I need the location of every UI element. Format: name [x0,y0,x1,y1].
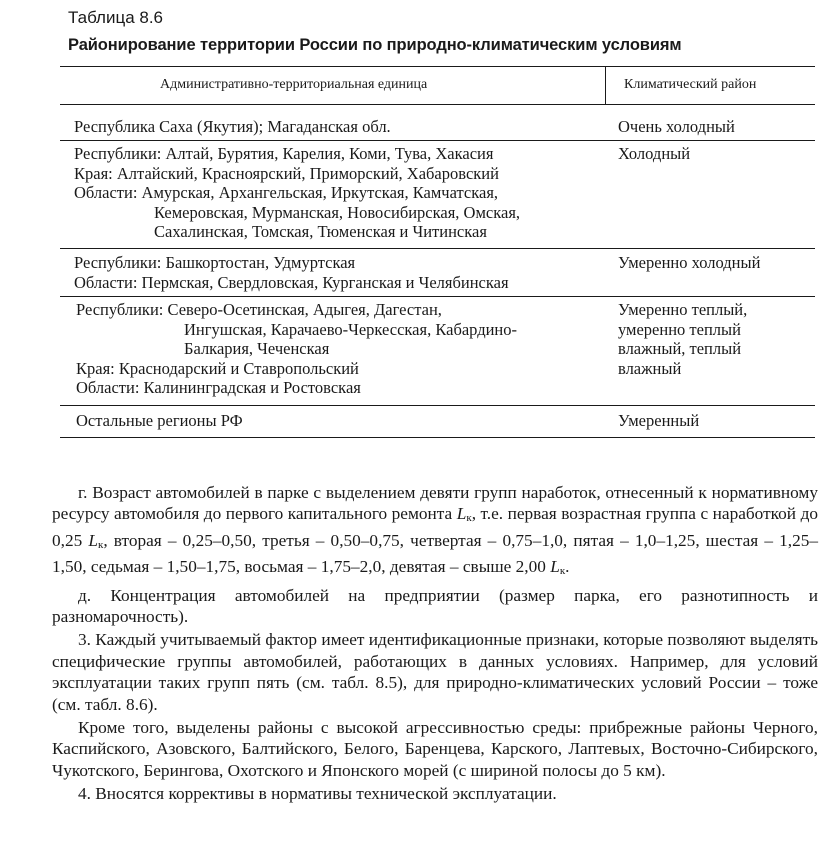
climate-line: влажный [618,358,682,378]
unit-line: Остальные регионы РФ [76,411,243,430]
table-row-climate [618,300,747,378]
climate-line: умеренно теплый [618,319,741,339]
table-top-rule [60,66,815,67]
table-row-unit [76,300,517,398]
header-column-divider [605,67,606,104]
unit-line: Края: Алтайский, Красноярский, Приморский, Хабаровский [74,163,499,183]
unit-line: Края: Краснодарский и Ставропольский [76,358,359,378]
paragraph: г. Возраст автомобилей в парке с выделением девяти групп наработок, отнесенный к нормативному ресурсу автомобиля до первого капитального ремонта Lк, т.е. первая возрастная группа с наработкой до 0,25 Lк, вторая – 0,25–0,50, третья – 0,50–0,75, четвертая – 0,75–1,0, пятая – 1,0–1,25, шестая – 1,25–1,50, седьмая – 1,50–1,75, восьмая – 1,75–2,0, девятая – свыше 2,00 Lк. [52,483,818,578]
table-row-climate [618,117,735,137]
unit-line: Области: Пермская, Свердловская, Курганская и Челябинская [74,272,509,292]
table-row-unit [74,144,520,242]
unit-line: Области: Амурская, Архангельская, Иркутская, Камчатская, [74,183,499,202]
table-row-climate [618,144,690,164]
paragraph: д. Концентрация автомобилей на предприятии (размер парка, его разнотипность и разномарочность). [52,585,818,627]
row-divider [60,248,815,249]
table-title: Районирование территории России по природно-климатическим условиям [68,36,682,54]
table-row-climate [618,253,760,273]
table-row-climate [618,411,699,431]
unit-line: Области: Калининградская и Ростовская [76,378,361,397]
climate-line: Умеренный [618,411,700,430]
unit-line: Республика Саха (Якутия); Магаданская обл. [74,117,391,136]
paragraph: 3. Каждый учитываемый фактор имеет идентификационные признаки, которые позволяют выделять специфические группы автомобилей, работающих в данных условиях. Например, для условий эксплуатации таких групп пять (см. табл. 8.5), для природно-климатических условий России – тоже (см. табл. 8.6). [52,630,818,714]
header-climate: Климатический район [624,77,757,92]
header-bottom-rule [60,104,815,105]
climate-line: Холодный [618,144,691,163]
paragraph: 4. Вносятся коррективы в нормативы технической эксплуатации. [78,784,557,804]
unit-line: Республики: Алтай, Бурятия, Карелия, Коми, Тува, Хакасия [74,144,494,163]
table-row-unit [76,411,243,431]
climate-line: Умеренно теплый, [618,300,748,319]
unit-line: Балкария, Чеченская [184,339,330,358]
table-row-unit [74,253,509,292]
table-row-unit [74,117,391,137]
row-divider [60,140,815,141]
unit-line: Республики: Северо-Осетинская, Адыгея, Дагестан, [76,300,442,319]
paragraph: Кроме того, выделены районы с высокой агрессивностью среды: прибрежные районы Черного, Каспийского, Азовского, Балтийского, Белого, Баренцева, Карского, Лаптевых, Восточно-Сибирского, Чукотского, Берингова, Охотского и Японского морей (с шириной полосы до 5 км). [52,718,818,780]
table-bottom-rule [60,437,815,438]
climate-line: влажный, теплый [618,339,742,358]
header-unit: Административно-территориальная единица [160,77,428,92]
unit-line: Республики: Башкортостан, Удмуртская [74,253,356,272]
climate-line: Очень холодный [618,117,735,136]
table-caption: Таблица 8.6 [68,8,164,27]
body-text [52,482,818,807]
unit-line: Ингушская, Карачаево-Черкесская, Кабардино- [184,319,517,339]
row-divider [60,296,815,297]
unit-line: Сахалинская, Томская, Тюменская и Читинская [154,222,487,241]
unit-line: Кемеровская, Мурманская, Новосибирская, Омская, [154,202,521,222]
row-divider [60,405,815,406]
climate-line: Умеренно холодный [618,253,761,272]
